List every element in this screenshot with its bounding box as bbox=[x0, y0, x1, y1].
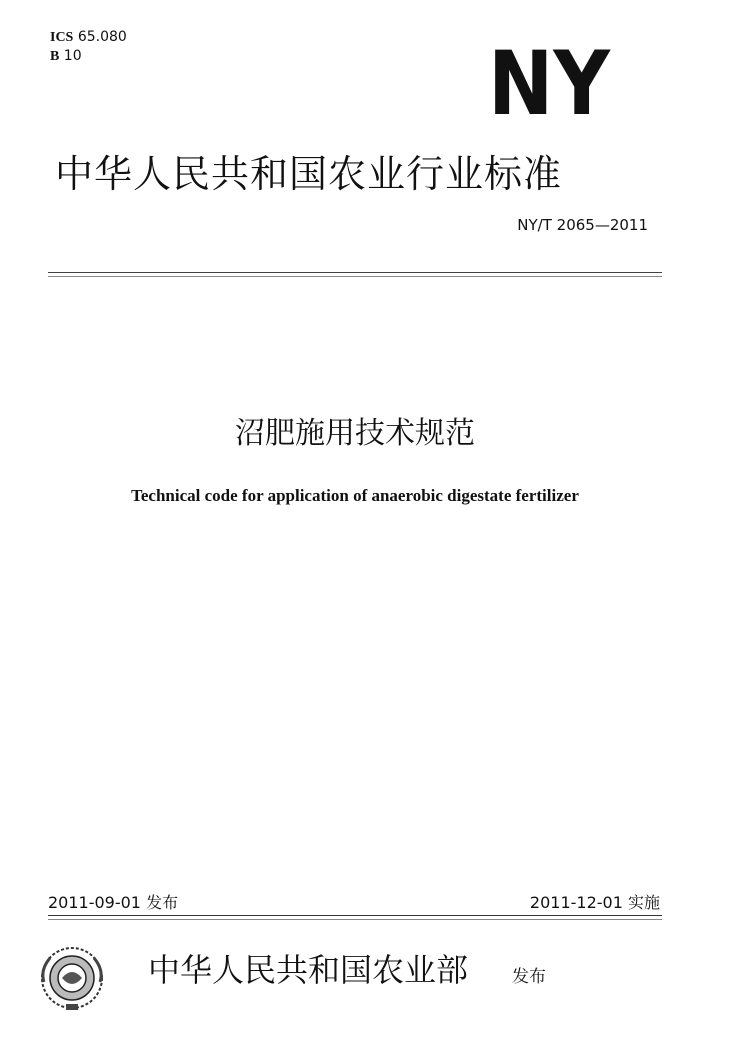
issue-date: 2011-09-01 发布 bbox=[48, 893, 179, 912]
ministry-emblem-icon bbox=[36, 942, 108, 1014]
header-divider-secondary bbox=[48, 276, 662, 277]
ccs-code: 10 bbox=[63, 48, 82, 64]
ny-logo-icon bbox=[484, 42, 614, 124]
logo-text: NY bbox=[488, 42, 612, 124]
title-chinese: 沼肥施用技术规范 bbox=[235, 416, 475, 451]
publisher-name: 中华人民共和国农业部 bbox=[148, 951, 469, 989]
ics-code: 65.080 bbox=[77, 29, 127, 45]
footer-divider-secondary bbox=[48, 919, 662, 920]
header-divider bbox=[48, 272, 662, 273]
org-title: 中华人民共和国农业行业标准 bbox=[55, 152, 563, 196]
footer-divider bbox=[48, 915, 662, 916]
standard-number: NY/T 2065—2011 bbox=[517, 216, 648, 234]
ccs-label: B bbox=[50, 49, 60, 64]
publisher-action: 发布 bbox=[512, 967, 546, 987]
title-english: Technical code for application of anaerobic digestate fertilizer bbox=[131, 486, 579, 505]
classification-codes bbox=[50, 28, 127, 66]
ccs-line bbox=[50, 47, 127, 66]
ics-line bbox=[50, 28, 127, 47]
ics-label: ICS bbox=[50, 30, 74, 45]
implementation-date: 2011-12-01 实施 bbox=[529, 893, 660, 912]
